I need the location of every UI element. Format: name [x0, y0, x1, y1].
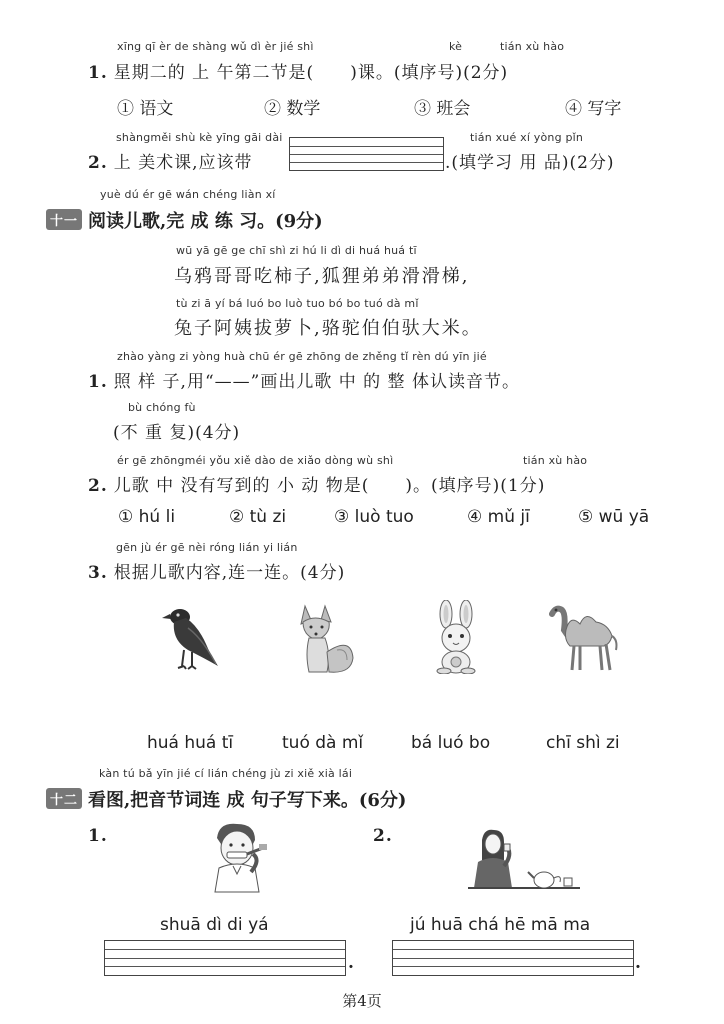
syllable-label: tuó dà mǐ	[282, 733, 364, 753]
question-text: 照 样 子,用“——”画出儿歌 中 的 整 体认读音节。	[113, 372, 520, 392]
syllable-label: huá huá tī	[147, 733, 234, 753]
word-bank: jú huā chá hē mā ma	[410, 915, 591, 935]
option: ① 语文	[117, 99, 174, 119]
pinyin-line: kè	[449, 40, 463, 53]
pinyin-line: xīng qī èr de shàng wǔ dì èr jié shì	[117, 40, 314, 53]
option: ② 数学	[264, 99, 321, 119]
sentence-answer-box[interactable]	[392, 940, 634, 976]
camel-image[interactable]	[546, 600, 624, 672]
section-badge: 十一	[46, 209, 82, 230]
page-number: 第4页	[342, 992, 382, 1010]
question-text: 星期二的 上 午第二节是( )课。(填序号)(2分)	[113, 63, 509, 83]
question-number: 3.	[88, 563, 108, 583]
poem-line: 兔子阿姨拔萝卜,骆驼伯伯驮大米。	[174, 318, 482, 339]
question-text: (不 重 复)(4分)	[113, 423, 241, 443]
mother-drinking-tea-image[interactable]	[468, 826, 580, 892]
period-mark: .	[348, 953, 355, 973]
question-number: 2.	[88, 153, 108, 173]
boy-brushing-teeth-image[interactable]	[205, 820, 271, 894]
question-text: 儿歌 中 没有写到的 小 动 物是( )。(填序号)(1分)	[113, 476, 546, 496]
poem-line: 乌鸦哥哥吃柿子,狐狸弟弟滑滑梯,	[174, 266, 470, 287]
pinyin-line: gēn jù ér gē nèi róng lián yi lián	[116, 541, 298, 554]
pinyin-line: shàngměi shù kè yīng gāi dài	[116, 131, 283, 144]
question-number: 2.	[88, 476, 108, 496]
question-1	[88, 367, 520, 392]
question-number: 1.	[88, 63, 108, 83]
option: ④ mǔ jī	[467, 507, 530, 527]
question-text: 上 美术课,应该带	[113, 153, 253, 173]
option: ④ 写字	[565, 99, 622, 119]
option: ③ 班会	[414, 99, 471, 119]
fox-image[interactable]	[297, 602, 357, 674]
question-2	[88, 148, 253, 173]
syllable-label: chī shì zi	[546, 733, 620, 753]
section-title-text: 看图,把音节词连 成 句子写下来。(6分)	[88, 790, 407, 811]
pinyin-line: tián xué xí yòng pǐn	[470, 131, 584, 144]
syllable-label: bá luó bo	[411, 733, 491, 753]
option: ② tù zi	[229, 507, 287, 527]
crow-image[interactable]	[158, 600, 228, 672]
pinyin-line: tián xù hào	[523, 454, 588, 467]
question-number: 1.	[88, 372, 108, 392]
answer-box[interactable]	[289, 137, 444, 171]
section-badge: 十二	[46, 788, 82, 809]
picture-number: 1.	[88, 826, 108, 846]
option: ③ luò tuo	[334, 507, 414, 527]
pinyin-line: zhào yàng zi yòng huà chū ér gē zhōng de zhěng tǐ rèn dú yīn jié	[117, 350, 487, 363]
period-mark: .	[635, 953, 642, 973]
question-text: 根据儿歌内容,连一连。(4分)	[113, 563, 346, 583]
section-title-text: 阅读儿歌,完 成 练 习。(9分)	[88, 211, 323, 232]
pinyin-line: bù chóng fù	[128, 401, 196, 414]
word-bank: shuā dì di yá	[160, 915, 269, 935]
question-1	[88, 58, 508, 83]
pinyin-line: yuè dú ér gē wán chéng liàn xí	[100, 188, 276, 201]
poem-pinyin: tù zi ā yí bá luó bo luò tuo bó bo tuó dà mǐ	[176, 297, 419, 310]
picture-number: 2.	[373, 826, 393, 846]
question-text: .(填学习 用 品)(2分)	[445, 153, 615, 173]
pinyin-line: tián xù hào	[500, 40, 565, 53]
section-title	[46, 207, 323, 233]
poem-pinyin: wū yā gē ge chī shì zi hú li dì di huá huá tī	[176, 244, 417, 257]
option: ① hú li	[118, 507, 176, 527]
option: ⑤ wū yā	[578, 507, 650, 527]
section-title	[46, 786, 406, 812]
pinyin-line: kàn tú bǎ yīn jié cí lián chéng jù zi xiě xià lái	[99, 767, 353, 780]
rabbit-image[interactable]	[428, 600, 484, 674]
pinyin-line: ér gē zhōngméi yǒu xiě dào de xiǎo dòng wù shì	[117, 454, 394, 467]
sentence-answer-box[interactable]	[104, 940, 346, 976]
question-2	[88, 471, 545, 496]
question-3	[88, 558, 345, 583]
